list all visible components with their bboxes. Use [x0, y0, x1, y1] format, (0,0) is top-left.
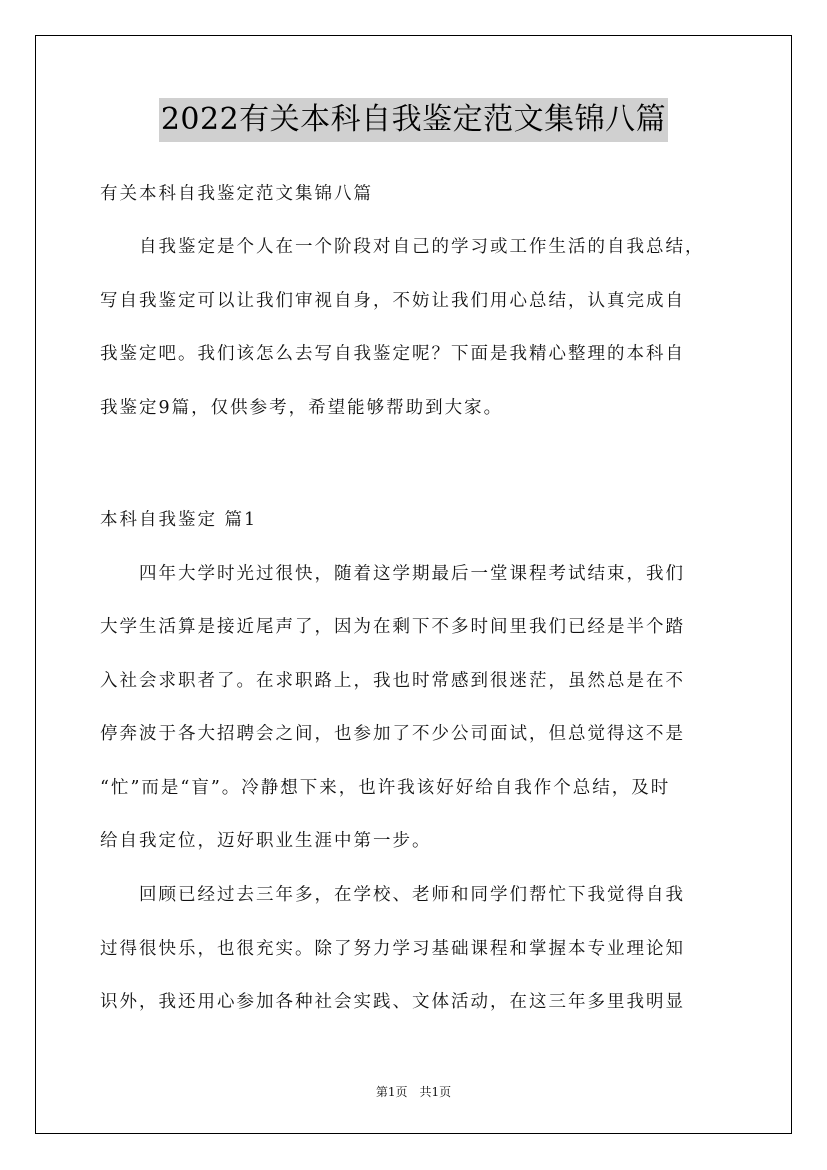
paragraph-line: 识外，我还用心参加各种社会实践、文体活动，在这三年多里我明显 — [100, 992, 685, 1012]
title-wrap — [0, 98, 827, 142]
document-subtitle: 有关本科自我鉴定范文集锦八篇 — [100, 184, 373, 204]
paragraph-line: “忙”而是“盲”。冷静想下来，也许我该好好给自我作个总结，及时 — [100, 778, 671, 798]
document-title: 2022有关本科自我鉴定范文集锦八篇 — [159, 98, 668, 142]
intro-line: 写自我鉴定可以让我们审视自身，不妨让我们用心总结，认真完成自 — [100, 291, 685, 311]
paragraph-line: 四年大学时光过很快，随着这学期最后一堂课程考试结束，我们 — [100, 564, 685, 584]
paragraph-line: 入社会求职者了。在求职路上，我也时常感到很迷茫，虽然总是在不 — [100, 671, 685, 691]
paragraph-line: 过得很快乐，也很充实。除了努力学习基础课程和掌握本专业理论知 — [100, 939, 685, 959]
paragraph-line: 给自我定位，迈好职业生涯中第一步。 — [100, 831, 432, 851]
page-footer: 第1页 共1页 — [375, 1085, 452, 1099]
intro-line: 自我鉴定是个人在一个阶段对自己的学习或工作生活的自我总结， — [100, 237, 705, 257]
intro-line: 我鉴定9篇，仅供参考，希望能够帮助到大家。 — [100, 398, 504, 418]
intro-line: 我鉴定吧。我们该怎么去写自我鉴定呢？下面是我精心整理的本科自 — [100, 344, 685, 364]
paragraph-line: 回顾已经过去三年多，在学校、老师和同学们帮忙下我觉得自我 — [100, 885, 685, 905]
section-heading: 本科自我鉴定 篇1 — [100, 510, 258, 530]
paragraph-line: 大学生活算是接近尾声了，因为在剩下不多时间里我们已经是半个踏 — [100, 617, 685, 637]
paragraph-line: 停奔波于各大招聘会之间，也参加了不少公司面试，但总觉得这不是 — [100, 724, 685, 744]
